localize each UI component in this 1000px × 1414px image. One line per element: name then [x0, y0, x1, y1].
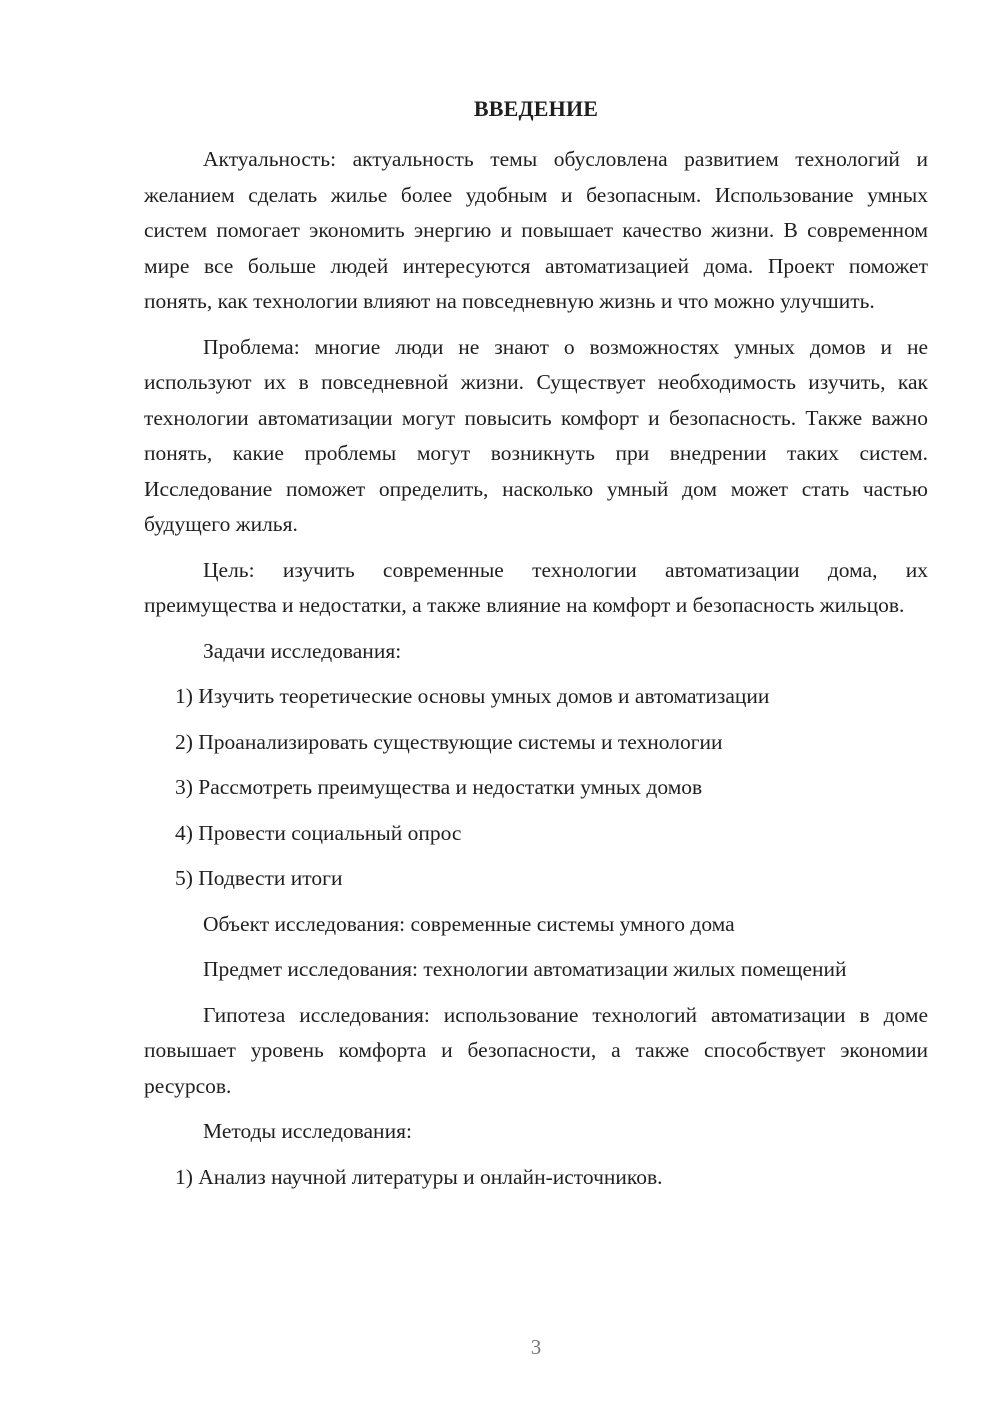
task-item-2: 2) Проанализировать существующие системы и технологии	[175, 729, 723, 754]
task-item-3: 3) Рассмотреть преимущества и недостатки умных домов	[175, 775, 703, 799]
subject-paragraph: Предмет исследования: технологии автоматизации жилых помещений	[203, 957, 847, 981]
goal-paragraph: Цель: изучить современные технологии автоматизации дома, их преимущества и недостатки, а также влияние на комфорт и безопасность жильцов.	[144, 557, 928, 617]
document-body	[144, 142, 928, 1205]
task-item-5: 5) Подвести итоги	[175, 866, 343, 890]
method-item-1: 1) Анализ научной литературы и онлайн-источников.	[175, 1164, 663, 1189]
methods-title: Методы исследования:	[203, 1119, 412, 1143]
relevance-paragraph: Актуальность: актуальность темы обусловлена развитием технологий и желанием сделать жилье более удобным и безопасным. Использование умных систем помогает экономить энергию и повышает качество жизни. В современном мире все больше людей интересуются автоматизацией дома. Проект поможет понять, как технологии влияют на повседневную жизнь и что можно улучшить.	[144, 147, 928, 313]
problem-paragraph: Проблема: многие люди не знают о возможностях умных домов и не используют их в повседневной жизни. Существует необходимость изучить, как технологии автоматизации могут повысить комфорт и безопасность. Также важно понять, какие проблемы могут возникнуть при внедрении таких систем. Исследование поможет определить, насколько умный дом может стать частью будущего жилья.	[144, 334, 928, 536]
tasks-title: Задачи исследования:	[203, 638, 402, 663]
object-paragraph: Объект исследования: современные системы умного дома	[203, 911, 735, 936]
page-number: 3	[530, 1335, 542, 1359]
hypothesis-paragraph: Гипотеза исследования: использование технологий автоматизации в доме повышает уровень комфорта и безопасности, а также способствует экономии ресурсов.	[144, 1002, 928, 1098]
task-item-4: 4) Провести социальный опрос	[175, 820, 462, 845]
task-item-1: 1) Изучить теоретические основы умных домов и автоматизации	[175, 684, 770, 708]
section-heading: ВВЕДЕНИЕ	[473, 96, 599, 121]
